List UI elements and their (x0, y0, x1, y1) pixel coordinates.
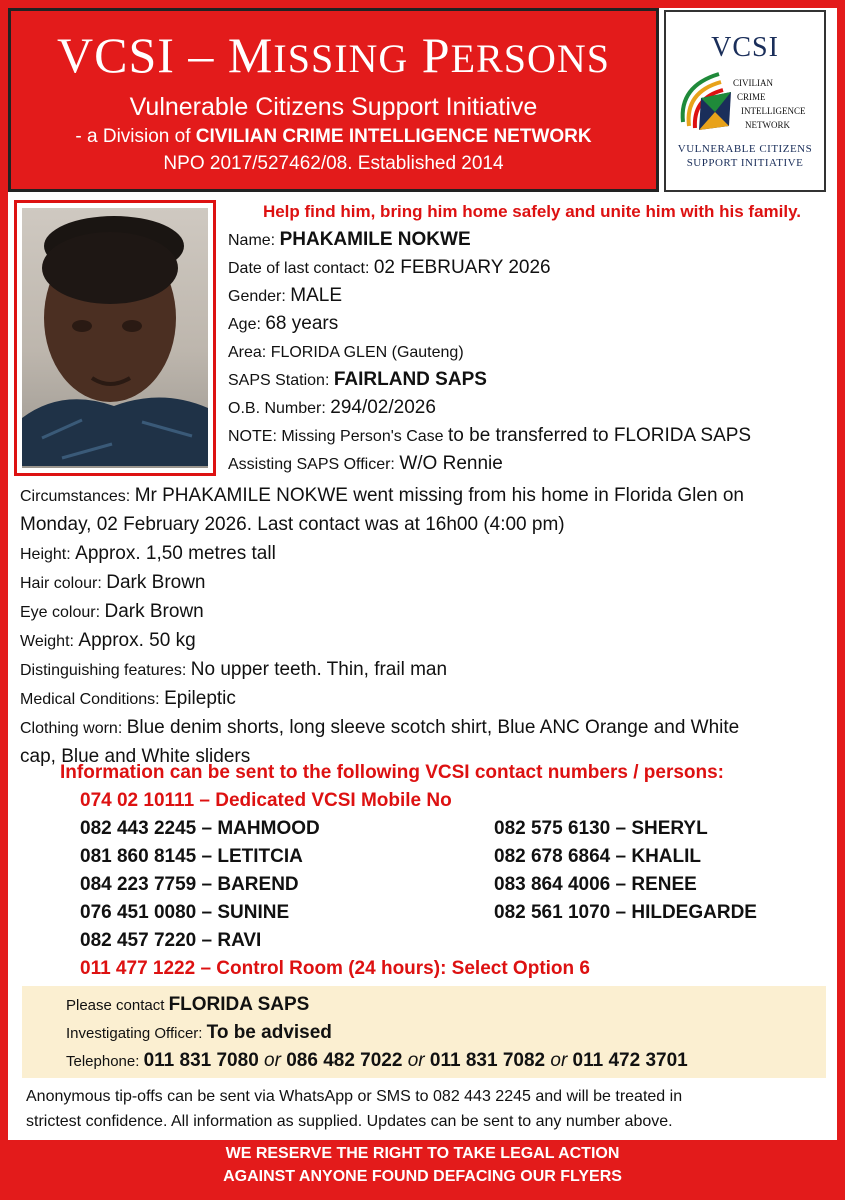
tipoff-line1: Anonymous tip-offs can be sent via WhatsApp or SMS to 082 443 2245 and will be treated in (26, 1088, 683, 1105)
svg-text:CIVILIAN: CIVILIAN (733, 78, 773, 88)
investigating-officer: Investigating Officer: To be advised (66, 1022, 332, 1043)
title-ersons: ERSONS (450, 36, 610, 81)
detail-name: Name: PHAKAMILE NOKWE (228, 229, 471, 250)
logo-footer (666, 142, 824, 170)
flyer-title (11, 27, 656, 87)
police-telephones: Telephone: 011 831 7080 or 086 482 7022 or 011 831 7082 or 011 472 3701 (66, 1050, 688, 1071)
contact-left-3: 084 223 7759 – BAREND (80, 874, 299, 895)
title-prefix: VCSI – (57, 27, 228, 83)
contact-left-2: 081 860 8145 – LETITCIA (80, 846, 303, 867)
missing-person-photo-frame (14, 200, 216, 476)
header-npo: NPO 2017/527462/08. Established 2014 (163, 153, 504, 174)
detail-officer: Assisting SAPS Officer: W/O Rennie (228, 453, 503, 474)
contact-left-4: 076 451 0080 – SUNINE (80, 902, 290, 923)
detail-weight: Weight: Approx. 50 kg (20, 630, 196, 651)
detail-last-contact: Date of last contact: 02 FEBRUARY 2026 (228, 257, 551, 278)
detail-area: Area: FLORIDA GLEN (Gauteng) (228, 344, 464, 361)
logo-foot-line2: SUPPORT INITIATIVE (686, 157, 804, 169)
contact-right-1: 082 575 6130 – SHERYL (494, 818, 708, 839)
header-division (11, 126, 656, 148)
title-letter-p: P (421, 27, 451, 83)
detail-medical: Medical Conditions: Epileptic (20, 688, 236, 709)
police-contact-box (22, 986, 826, 1078)
circumstances-line1: Circumstances: Mr PHAKAMILE NOKWE went missing from his home in Florida Glen on (20, 485, 744, 506)
footer-line2: AGAINST ANYONE FOUND DEFACING OUR FLYERS (223, 1168, 622, 1185)
circumstances-section (20, 482, 825, 772)
contacts-heading: Information can be sent to the following VCSI contact numbers / persons: (60, 762, 725, 783)
contact-left-5: 082 457 7220 – RAVI (80, 930, 262, 951)
logo-emblem-icon (669, 66, 821, 136)
person-silhouette-icon (22, 208, 208, 466)
detail-saps-station: SAPS Station: FAIRLAND SAPS (228, 369, 487, 390)
missing-person-photo (22, 208, 208, 468)
help-message: Help find him, bring him home safely and unite him with his family. (262, 202, 802, 221)
detail-height: Height: Approx. 1,50 metres tall (20, 543, 276, 564)
detail-note: NOTE: Missing Person's Case to be transferred to FLORIDA SAPS (228, 425, 752, 446)
contact-left-1: 082 443 2245 – MAHMOOD (80, 818, 320, 839)
circumstances-line2: Monday, 02 February 2026. Last contact was at 16h00 (4:00 pm) (20, 514, 565, 535)
title-letter-m: M (227, 27, 274, 83)
footer-line1: WE RESERVE THE RIGHT TO TAKE LEGAL ACTION (225, 1145, 620, 1162)
contact-right-3: 083 864 4006 – RENEE (494, 874, 697, 895)
control-room: 011 477 1222 – Control Room (24 hours): Select Option 6 (80, 958, 590, 979)
legal-footer (0, 1142, 845, 1188)
division-name: CIVILIAN CRIME INTELLIGENCE NETWORK (195, 126, 592, 147)
detail-features: Distinguishing features: No upper teeth. Thin, frail man (20, 659, 448, 680)
tipoff-notice (26, 1084, 826, 1134)
person-details (228, 228, 751, 480)
division-prefix: - a Division of (75, 126, 196, 147)
tipoff-line2: strictest confidence. All information as supplied. Updates can be sent to any number above. (26, 1113, 673, 1130)
logo-title: VCSI (711, 32, 779, 63)
header-subtitle: Vulnerable Citizens Support Initiative (129, 93, 538, 121)
title-issing: ISSING (273, 36, 409, 81)
detail-eye: Eye colour: Dark Brown (20, 601, 204, 622)
svg-text:INTELLIGENCE: INTELLIGENCE (741, 106, 806, 116)
contact-right-2: 082 678 6864 – KHALIL (494, 846, 702, 867)
police-contact: Please contact FLORIDA SAPS (66, 994, 310, 1015)
detail-clothing-line1: Clothing worn: Blue denim shorts, long sleeve scotch shirt, Blue ANC Orange and White (20, 717, 740, 738)
detail-ob-number: O.B. Number: 294/02/2026 (228, 397, 436, 418)
vcsi-logo (664, 10, 826, 192)
detail-hair: Hair colour: Dark Brown (20, 572, 206, 593)
header-banner (8, 8, 659, 192)
dedicated-mobile: 074 02 10111 – Dedicated VCSI Mobile No (80, 790, 452, 811)
detail-age: Age: 68 years (228, 313, 339, 334)
svg-text:NETWORK: NETWORK (745, 120, 790, 130)
logo-foot-line1: VULNERABLE CITIZENS (677, 143, 813, 155)
detail-clothing-line2: cap, Blue and White sliders (20, 746, 251, 767)
svg-text:CRIME: CRIME (737, 92, 766, 102)
contact-right-4: 082 561 1070 – HILDEGARDE (494, 902, 757, 923)
detail-gender: Gender: MALE (228, 285, 343, 306)
